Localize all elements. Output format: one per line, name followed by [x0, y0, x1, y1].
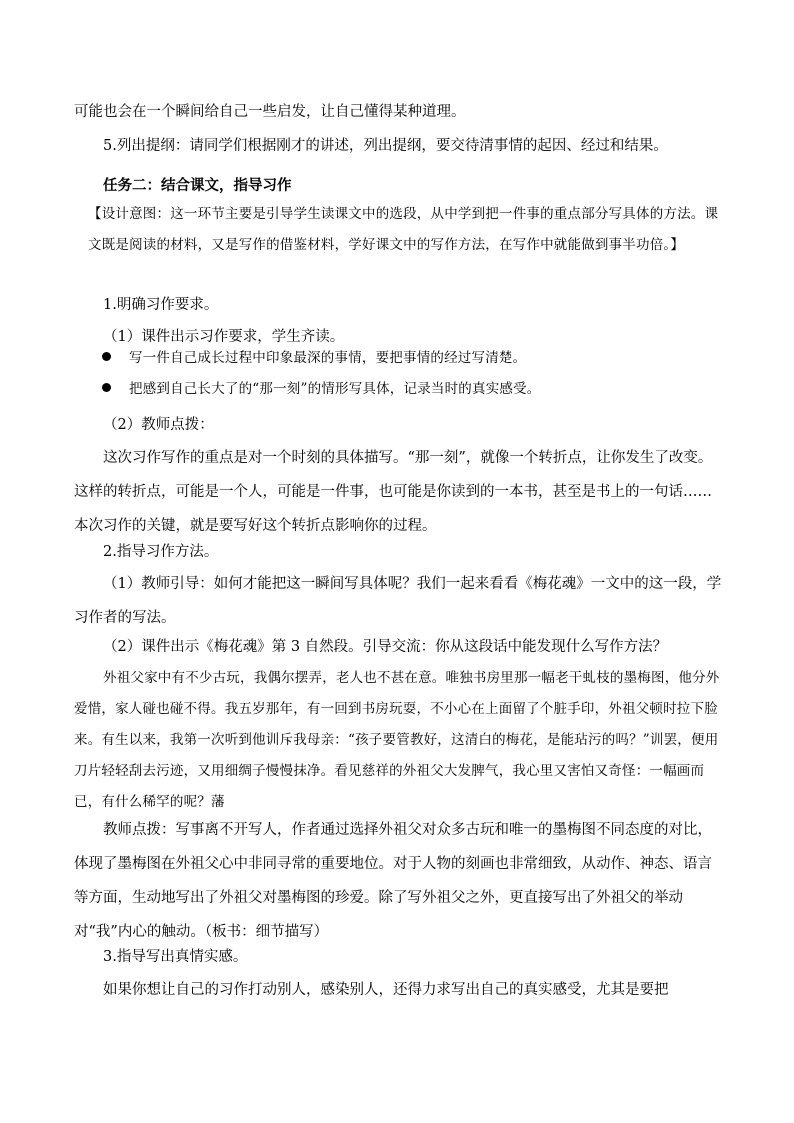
teacher-analysis-paragraph: 教师点拨：写事离不开写人，作者通过选择外祖父对众多古玩和唯一的墨梅图不同态度的对比，体现了墨梅图在外祖父心中非同寻常的重要地位。对于人物的刻画也非常细致，从动作、神态、语言等方面，生动地写出了外祖父对墨梅图的珍爱。除了写外祖父之外，更直接写出了外祖父的举动对“我”内心的触动。（板书：细节描写）: [74, 822, 712, 940]
requirement-text-2: 把感到自己长大了的“那一刻”的情形写具体，记录当时的真实感受。: [129, 381, 541, 397]
requirement-text-1: 写一件自己成长过程中印象最深的事情，要把事情的经过写清楚。: [129, 350, 527, 366]
bullet-icon: [102, 383, 111, 392]
step-3-heading: 3.指导写出真情实感。: [103, 949, 248, 965]
bullet-icon: [102, 352, 111, 361]
teacher-guidance-paragraph: 这次习作写作的重点是对一个时刻的具体描写。“那一刻”，就像一个转折点，让你发生了改变。这样的转折点，可能是一个人，可能是一件事，也可能是你读到的一本书，甚至是书上的一句话……本次习作的关键，就是要写好这个转折点影响你的过程。: [74, 450, 713, 534]
step-1-sub-2: （2）教师点拨：: [103, 417, 214, 433]
step-2-sub-2: （2）课件出示《梅花魂》第 3 自然段。引导交流：你从这段话中能发现什么写作方法？: [103, 639, 668, 655]
plum-blossom-excerpt: 外祖父家中有不少古玩，我偶尔摆弄，老人也不甚在意。唯独书房里那一幅老干虬枝的墨梅图，他分外爱惜，家人碰也碰不得。我五岁那年，有一回到书房玩耍，不小心在上面留了个脏手印，外祖父顿时拉下脸来。有生以来，我第一次听到他训斥我母亲：“孩子要管教好，这清白的梅花，是能玷污的吗？”训罢，便用刀片轻轻刮去污迹，又用细绸子慢慢抹净。看见慈祥的外祖父大发脾气，我心里又害怕又奇怪：一幅画而已，有什么稀罕的呢？藩: [74, 670, 720, 810]
step-1-heading: 1.明确习作要求。: [103, 297, 219, 313]
step-5-outline: 5.列出提纲：请同学们根据刚才的讲述，列出提纲，要交待清事情的起因、经过和结果。: [103, 138, 668, 154]
design-intent: 【设计意图：这一环节主要是引导学生读课文中的选段，从中学到把一件事的重点部分写具体的方法。课文既是阅读的材料，又是写作的借鉴材料，学好课文中的写作方法，在写作中就能做到事半功倍。】: [88, 206, 719, 253]
requirement-bullet-1: [102, 343, 722, 373]
requirement-bullet-2: [102, 374, 722, 404]
step-2-heading: 2.指导习作方法。: [103, 544, 219, 560]
true-feelings-paragraph: 如果你想让自己的习作打动别人，感染别人，还得力求写出自己的真实感受，尤其是要把: [103, 982, 669, 998]
paragraph-continuation: 可能也会在一个瞬间给自己一些启发，让自己懂得某种道理。: [74, 104, 466, 120]
task-2-heading: 任务二：结合课文，指导习作: [103, 177, 292, 194]
step-2-sub-1: （1）教师引导：如何才能把这一瞬间写具体呢？我们一起来看看《梅花魂》一文中的这一段，学习作者的写法。: [74, 576, 722, 626]
step-1-sub-1: （1）课件出示习作要求，学生齐读。: [103, 329, 345, 345]
